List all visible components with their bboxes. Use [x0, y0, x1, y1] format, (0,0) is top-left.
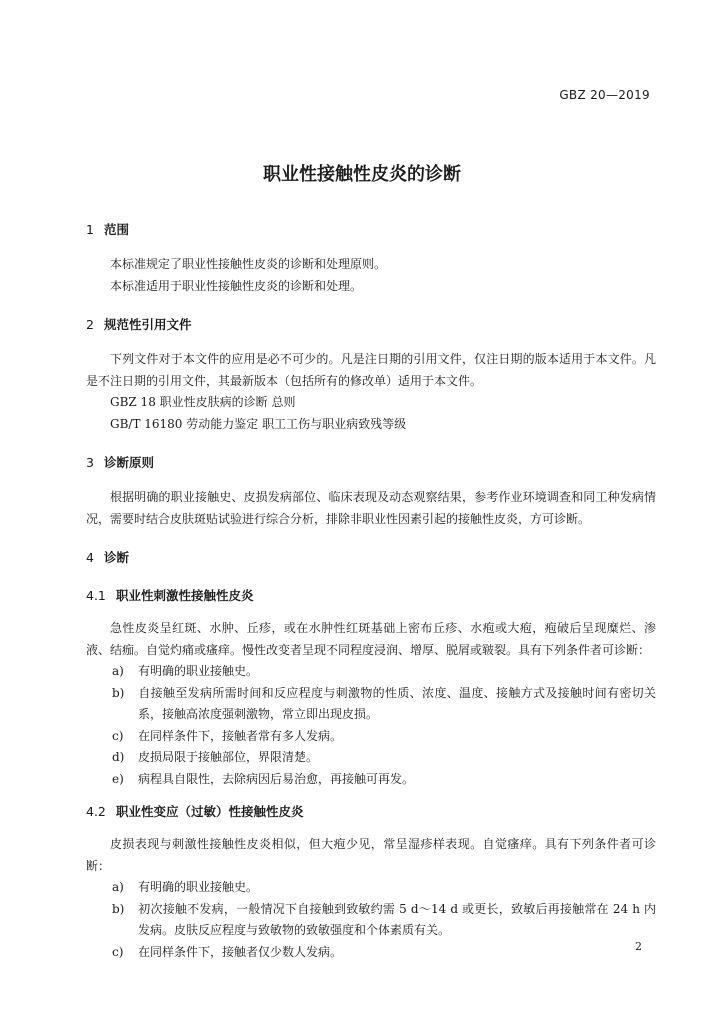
page-number: 2 [635, 940, 642, 953]
list-item [86, 747, 656, 769]
section-title: 范围 [104, 222, 130, 237]
subsection-number: 4.1 [86, 588, 106, 603]
document-body [86, 220, 656, 963]
subsection-title: 职业性刺激性接触性皮炎 [116, 588, 254, 603]
subsection-number: 4.2 [86, 804, 106, 819]
section-number: 1 [86, 222, 94, 237]
list-marker: d) [112, 750, 125, 764]
list-marker: c) [112, 944, 124, 959]
reference-item: GB/T 16180 劳动能力鉴定 职工工伤与职业病致残等级 [110, 416, 407, 431]
list-item [86, 726, 656, 748]
document-title: 职业性接触性皮炎的诊断 [263, 164, 461, 185]
paragraph: 本标准适用于职业性接触性皮炎的诊断和处理。 [110, 278, 363, 293]
list-item [86, 769, 656, 791]
standard-code: GBZ 20—2019 [559, 88, 650, 102]
list-marker: c) [112, 728, 124, 743]
paragraph: 根据明确的职业接触史、皮损发病部位、临床表现及动态观察结果，参考作业环境调查和同工种发病情况，需要时结合皮肤斑贴试验进行综合分析，排除非职业性因素引起的接触性皮炎，方可诊断。 [86, 490, 656, 526]
list-marker: a) [112, 664, 124, 678]
section-number: 3 [86, 455, 94, 470]
section-heading-diagnosis [86, 548, 656, 568]
list-text: 皮损局限于接触部位，界限清楚。 [138, 750, 319, 764]
list-item [86, 683, 656, 726]
list-text: 有明确的职业接触史。 [138, 880, 259, 894]
section-title: 诊断 [104, 550, 130, 565]
section-title: 规范性引用文件 [104, 317, 192, 332]
paragraph: 本标准规定了职业性接触性皮炎的诊断和处理原则。 [110, 257, 387, 271]
list-text: 在同样条件下，接触者常有多人发病。 [138, 728, 343, 743]
list-marker: a) [112, 880, 124, 894]
paragraph: 下列文件对于本文件的应用是必不可少的。凡是注日期的引用文件，仅注日期的版本适用于本文件。凡是不注日期的引用文件，其最新版本（包括所有的修改单）适用于本文件。 [86, 352, 656, 388]
list-marker: e) [112, 771, 124, 786]
list-text: 自接触至发病所需时间和反应程度与刺激物的性质、浓度、温度、接触方式及接触时间有密切关系，接触高浓度强刺激物，常立即出现皮损。 [138, 685, 656, 721]
list-item [86, 877, 656, 899]
list-marker: b) [112, 685, 125, 700]
section-number: 2 [86, 317, 94, 332]
paragraph: 皮损表现与刺激性接触性皮炎相似，但大疱少见，常呈湿疹样表现。自觉瘙痒。具有下列条件者可诊断： [86, 837, 656, 873]
section-heading-scope [86, 220, 656, 240]
list-text: 病程具自限性，去除病因后易治愈，再接触可再发。 [138, 771, 415, 786]
section-heading-diagnostic-principle [86, 453, 656, 473]
section-number: 4 [86, 550, 94, 565]
list-item [86, 942, 656, 964]
list-marker: b) [112, 901, 125, 916]
subsection-title: 职业性变应（过敏）性接触性皮炎 [116, 804, 304, 819]
section-title: 诊断原则 [104, 455, 155, 470]
paragraph: 急性皮炎呈红斑、水肿、丘疹，或在水肿性红斑基础上密布丘疹、水疱或大疱，疱破后呈现糜烂、渗液、结痂。自觉灼痛或瘙痒。慢性改变者呈现不同程度浸润、增厚、脱屑或皲裂。具有下列条件者可诊断： [86, 621, 656, 657]
list-text: 在同样条件下，接触者仅少数人发病。 [138, 944, 343, 959]
reference-item: GBZ 18 职业性皮肤病的诊断 总则 [110, 395, 296, 409]
list-text: 有明确的职业接触史。 [138, 664, 259, 678]
list-text: 初次接触不发病，一般情况下自接触到致敏约需 5 d～14 d 或更长，致敏后再接触常在 24 h 内发病。皮肤反应程度与致敏物的致敏强度和个体素质有关。 [138, 901, 656, 937]
subsection-heading-allergic [86, 802, 656, 822]
list-item [86, 661, 656, 683]
list-item [86, 899, 656, 942]
section-heading-normative-references [86, 315, 656, 335]
subsection-heading-irritant [86, 586, 656, 606]
